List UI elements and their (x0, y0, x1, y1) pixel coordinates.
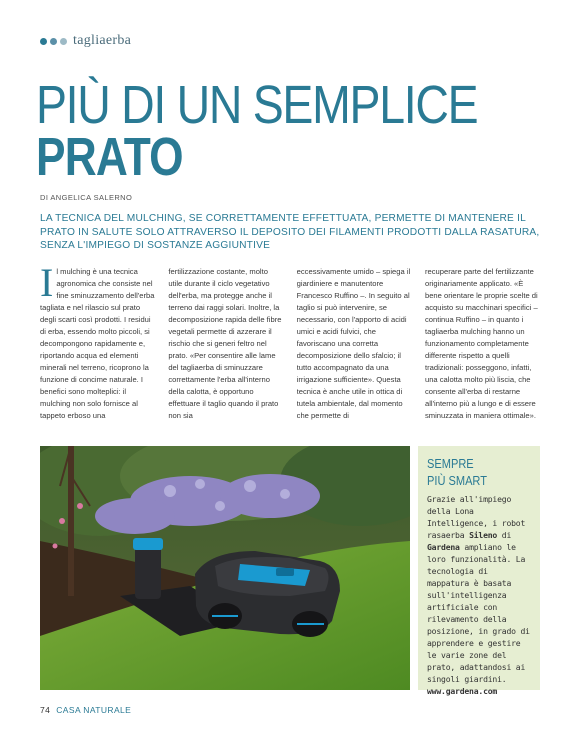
lead-paragraph: LA TECNICA DEL MULCHING, SE CORRETTAMENTE EFFETTUATA, PERMETTE DI MANTENERE IL PRATO IN SALUTE SOLO ATTRAVERSO IL DEPOSITO DEI FILAMENTI PRODOTTI DALLA RASATURA, SENZA L'IMPIEGO DI SOSTANZE AGGIUNTIVE (40, 213, 540, 251)
sidebar-text-part-1: Grazie all'impiego della Lona Intelligence, i robot rasaerba (427, 494, 526, 540)
sidebar-company-name: Gardena (427, 542, 460, 552)
page-footer (40, 705, 131, 715)
sidebar-text-part-3: ampliano le loro funzionalità. La tecnologia di mappatura è basata sull'intelligenza artificiale con rilevamento della posizione, in grado di apprendere e gestire le varie zone del prato, adattandosi ai singoli giardini. (427, 542, 530, 684)
dropcap: I (40, 266, 54, 305)
sidebar-title-2: PIÙ SMART (427, 473, 487, 488)
sidebar-box (418, 446, 540, 696)
sidebar-text-part-2: di (497, 530, 512, 540)
sidebar-url[interactable]: www.gardena.com (427, 686, 498, 696)
section-dot-3 (60, 38, 67, 45)
body-column-4: recuperare parte del fertilizzante originariamente applicato. «È bene orientare le proprie scelte di acquisto su macchinari specifici – continua Ruffino – in quanto i tagliaerba mulching hanno un funzionamento completamente differente rispetto a quelli tradizionali: posseggono, infatti, una calotta molto più liscia, che consente all'erba di restarne all'interno più a lungo e di essere sminuzzata in maniera ottimale». (424, 267, 538, 420)
body-column-2: fertilizzazione costante, molto utile durante il ciclo vegetativo dell'erba, ma protegge anche il terreno dai raggi solari. Inoltre, la decomposizione rapida delle fibre vegetali permette di azzerare il rischio che si generi feltro nel prato. «Per consentire alle lame del tagliaerba di sminuzzare correttamente l'erba all'interno della calotta, è opportuno effettuare il taglio quando il prato non sia (168, 267, 282, 420)
article-body (40, 266, 540, 441)
sidebar-text (427, 493, 532, 697)
robot-mower-illustration (40, 446, 410, 690)
robot-mower-photo (40, 446, 410, 690)
section-label: tagliaerba (73, 33, 132, 48)
magazine-name: CASA NATURALE (56, 705, 132, 715)
byline: DI ANGELICA SALERNO (40, 193, 133, 202)
sidebar-product-name: Sileno (469, 530, 498, 540)
body-column-3: eccessivamente umido – spiega il giardiniere e manutentore Francesco Ruffino –. In seguito al taglio si può intervenire, se necessario, con l'apporto di acidi umici e acidi fulvici, che favoriscano una corretta decomposizione dello sfalcio; il tutto accompagnato da una irrigazione sufficiente». Questa tecnica è anche utile in ottica di tutela ambientale, dal momento che permette di (296, 267, 411, 420)
section-kicker (40, 33, 131, 49)
section-dot-1 (40, 38, 47, 45)
page-number: 74 (40, 705, 51, 715)
sidebar-title-1: SEMPRE (427, 456, 474, 471)
headline-line-2: PRATO (36, 127, 183, 187)
section-dot-2 (50, 38, 57, 45)
body-column-1-text: l mulching è una tecnica agronomica che consiste nel fine sminuzzamento dell'erba tagliata e nel rilascio sul prato degli scarti così prodotti. I residui di erba, essendo molto piccoli, si decompongono rapidamente e, riportando acqua ed elementi minerali nel terreno, ricoprono la funzione di concime naturale. I benefici sono molteplici: il mulching non solo fornisce al tappeto erboso una (40, 267, 155, 420)
headline-line-1: PIÙ DI UN SEMPLICE (36, 75, 478, 135)
body-column-1 (40, 266, 155, 441)
